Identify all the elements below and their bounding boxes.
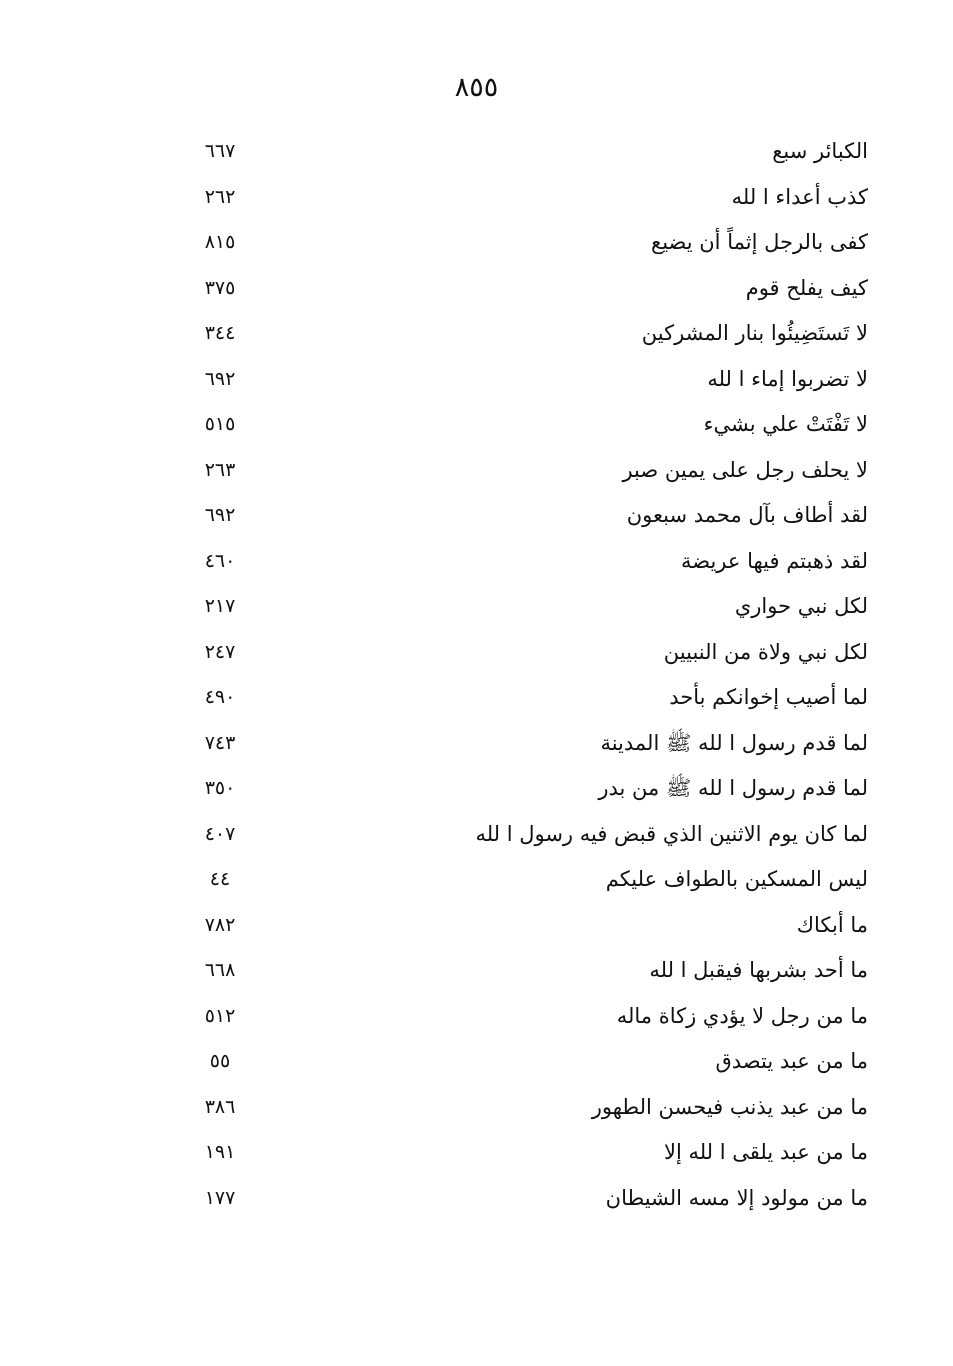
index-row xyxy=(180,721,868,767)
index-row xyxy=(180,448,868,494)
index-row xyxy=(180,766,868,812)
index-list xyxy=(180,129,868,1221)
index-phrase: لقد ذهبتم فيها عريضة xyxy=(680,548,868,573)
index-phrase: لا تَستَضِيئُوا بنار المشركين xyxy=(641,321,868,345)
index-row xyxy=(180,493,868,539)
index-row xyxy=(180,1039,868,1085)
index-phrase: لما قدم رسول ا لله ﷺ من بدر xyxy=(598,776,868,800)
index-phrase: لقد أطاف بآل محمد سبعون xyxy=(626,503,868,527)
index-row xyxy=(180,175,868,221)
page-number: ٨٥٥ xyxy=(454,72,499,103)
index-phrase: ما من عبد يتصدق xyxy=(715,1049,868,1073)
index-phrase: لكل نبي ولاة من النبيين xyxy=(663,639,868,664)
index-row xyxy=(180,1085,868,1131)
index-phrase: الكبائر سبع xyxy=(772,139,868,163)
index-page-ref: ٥١٢ xyxy=(204,1004,236,1027)
index-phrase: لما كان يوم الاثنين الذي قبض فيه رسول ا لله xyxy=(475,821,868,846)
index-row xyxy=(180,903,868,949)
index-phrase: ما من رجل لا يؤدي زكاة ماله xyxy=(616,1003,868,1028)
index-page-ref: ٦٩٢ xyxy=(204,504,236,526)
index-row xyxy=(180,357,868,403)
index-phrase: لا يحلف رجل على يمين صبر xyxy=(622,457,868,482)
index-row xyxy=(180,584,868,630)
index-page-ref: ٦٦٨ xyxy=(204,959,236,981)
index-page-ref: ٥٥ xyxy=(209,1050,231,1072)
index-phrase: ما أبكاك xyxy=(796,912,868,937)
index-page-ref: ٢٦٣ xyxy=(204,458,236,481)
index-phrase: لا تَفْتَتْ علي بشيء xyxy=(703,412,868,436)
index-phrase: كذب أعداء ا لله xyxy=(731,184,868,209)
index-row xyxy=(180,857,868,903)
index-page-ref: ٣٧٥ xyxy=(204,276,236,299)
index-phrase: ما أحد بشربها فيقبل ا لله xyxy=(649,958,868,982)
index-row xyxy=(180,1130,868,1176)
index-page-ref: ٦٦٧ xyxy=(204,140,236,162)
index-page-ref: ٢١٧ xyxy=(204,595,236,617)
index-page-ref: ٢٤٧ xyxy=(204,640,236,663)
index-row xyxy=(180,402,868,448)
index-page-ref: ٦٩٢ xyxy=(204,367,236,390)
index-phrase: لا تضربوا إماء ا لله xyxy=(707,366,868,391)
index-phrase: ما من مولود إلا مسه الشيطان xyxy=(605,1185,868,1210)
index-row xyxy=(180,675,868,721)
index-phrase: لما أصيب إخوانكم بأحد xyxy=(669,685,868,709)
index-row xyxy=(180,266,868,312)
index-row xyxy=(180,948,868,994)
index-phrase: لكل نبي حواري xyxy=(734,594,868,618)
index-page-ref: ٤٦٠ xyxy=(204,549,236,572)
index-page-ref: ١٧٧ xyxy=(204,1186,236,1209)
index-phrase: لما قدم رسول ا لله ﷺ المدينة xyxy=(600,730,868,755)
index-phrase: ما من عبد يلقى ا لله إلا xyxy=(663,1140,868,1164)
index-row xyxy=(180,812,868,858)
index-page-ref: ١٩١ xyxy=(204,1141,236,1163)
index-row xyxy=(180,630,868,676)
index-row xyxy=(180,220,868,266)
index-row xyxy=(180,311,868,357)
index-page-ref: ٨١٥ xyxy=(204,231,236,253)
index-page-ref: ٧٤٣ xyxy=(204,731,236,754)
index-row xyxy=(180,539,868,585)
index-phrase: كيف يفلح قوم xyxy=(745,275,868,300)
index-page-ref: ٣٤٤ xyxy=(204,322,236,344)
index-phrase: ما من عبد يذنب فيحسن الطهور xyxy=(591,1094,868,1119)
index-page-ref: ٢٦٢ xyxy=(204,185,236,208)
index-page-ref: ٤٠٧ xyxy=(204,822,236,845)
index-page-ref: ٤٤ xyxy=(209,868,231,890)
index-page-ref: ٥١٥ xyxy=(204,413,236,435)
index-page-ref: ٧٨٢ xyxy=(204,913,236,936)
index-row xyxy=(180,994,868,1040)
index-row xyxy=(180,129,868,175)
index-row xyxy=(180,1176,868,1222)
index-phrase: كفى بالرجل إثماً أن يضيع xyxy=(651,230,868,254)
index-page-ref: ٤٩٠ xyxy=(204,686,236,708)
index-page-ref: ٣٨٦ xyxy=(204,1095,236,1118)
index-phrase: ليس المسكين بالطواف عليكم xyxy=(605,867,868,891)
index-page-ref: ٣٥٠ xyxy=(204,777,236,799)
